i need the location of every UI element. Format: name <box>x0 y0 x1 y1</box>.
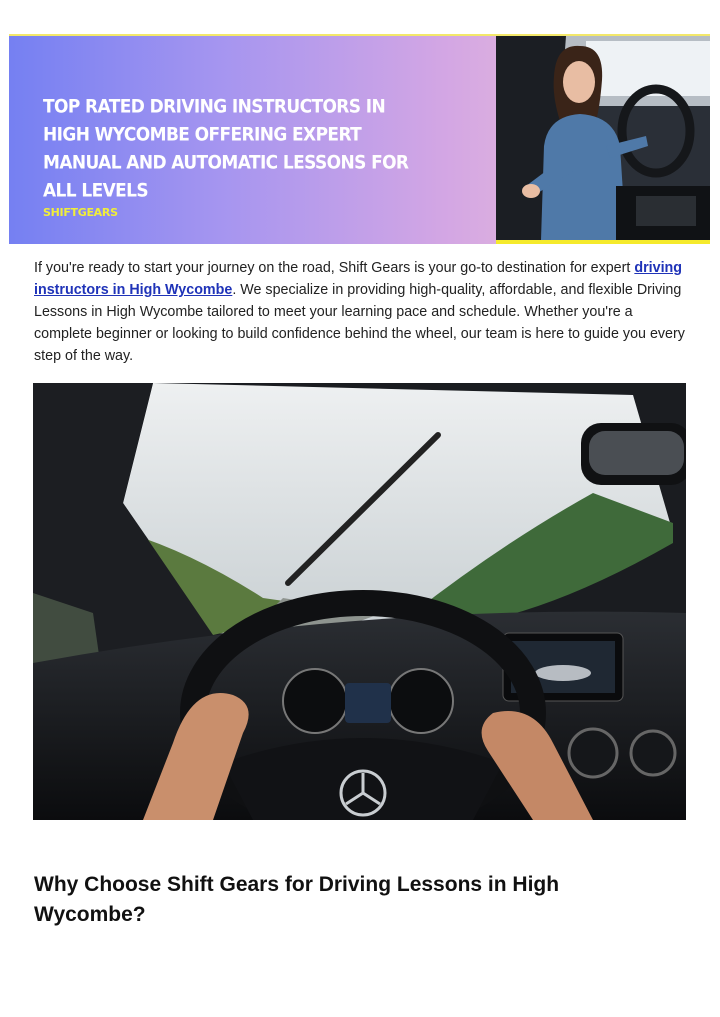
driving-instructors-link[interactable]: driving instructors in High Wycombe <box>34 260 683 298</box>
hero-banner <box>9 34 710 244</box>
instructor-photo <box>496 36 710 244</box>
brand-name: SHIFTGEARS <box>43 206 118 219</box>
intro-paragraph <box>34 257 689 367</box>
banner-title: TOP RATED DRIVING INSTRUCTORS IN HIGH WYCOMBE OFFERING EXPERT MANUAL AND AUTOMATIC LESSONS FOR ALL LEVELS <box>43 96 409 203</box>
section-heading: Why Choose Shift Gears for Driving Lessons in High Wycombe? <box>34 873 560 926</box>
intro-text-end: . We specialize in providing high-quality, affordable, and flexible Driving Lessons in High Wycombe tailored to meet your learning pace and schedule. Whether you're a complete beginner or looking to build confidence behind the wheel, our team is here to guide you every step of the way. <box>34 282 685 364</box>
instructor-photo-illustration <box>496 36 710 240</box>
dashboard-photo-illustration <box>33 383 686 820</box>
intro-text-start: If you're ready to start your journey on the road, Shift Gears is your go-to destination for expert <box>34 260 635 276</box>
dashboard-photo <box>33 383 686 820</box>
